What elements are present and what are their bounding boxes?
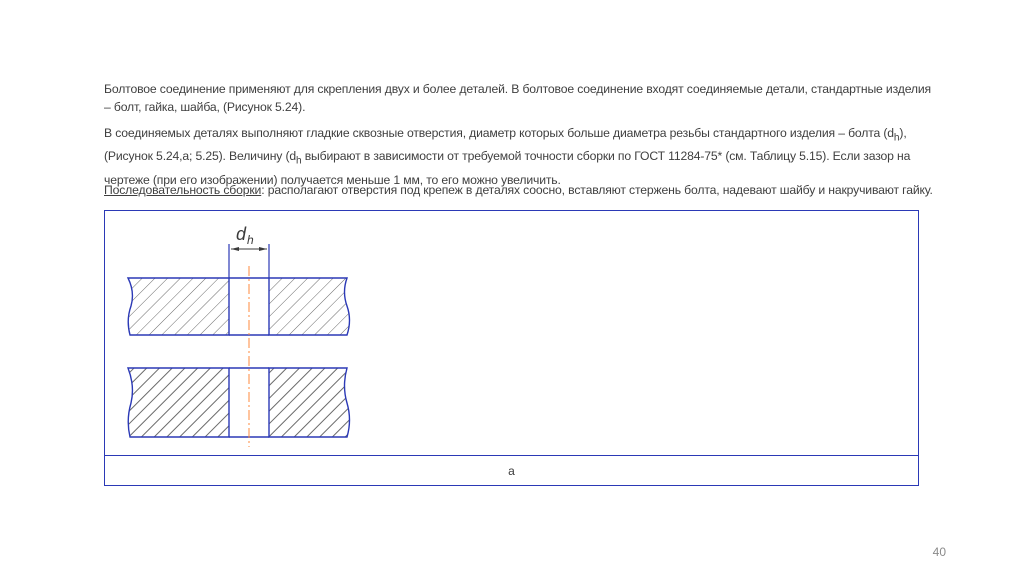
paragraph-holes-text-c: выбирают в зависимости от требуемой точности сборки по ГОСТ 11284-75* (см. Таблицу 5.15). Если зазор на чертеже (при его изображении) получается меньше 1 мм, то его можно увеличить. xyxy=(104,149,911,187)
paragraph-holes-text-b: ), (Рисунок 5.24,а; 5.25). Величину (d xyxy=(104,126,907,164)
lower-plate xyxy=(128,368,350,437)
paragraph-holes-text-a: В соединяемых деталях выполняют гладкие сквозные отверстия, диаметр которых больше диаметра резьбы стандартного изделия – болта (d xyxy=(104,126,894,140)
assembly-sequence-text: : располагают отверстия под крепеж в деталях соосно, вставляют стержень болта, надевают шайбу и накручивают гайку. xyxy=(261,183,933,197)
assembly-sequence-label: Последовательность сборки xyxy=(104,183,262,197)
figure-caption: а xyxy=(508,464,515,478)
dimension-label: d xyxy=(236,224,247,244)
paragraph-holes-sub-1: h xyxy=(893,132,900,144)
upper-plate xyxy=(128,278,350,335)
dimension-subscript: h xyxy=(247,233,254,247)
paragraph-holes-sub-2: h xyxy=(296,155,302,167)
page-number: 40 xyxy=(932,545,946,559)
paragraph-intro-text: Болтовое соединение применяют для скрепления двух и более деталей. В болтовое соединение входят соединяемые детали, стандартные изделия – болт, гайка, шайба, (Рисунок 5.24). xyxy=(104,82,931,114)
